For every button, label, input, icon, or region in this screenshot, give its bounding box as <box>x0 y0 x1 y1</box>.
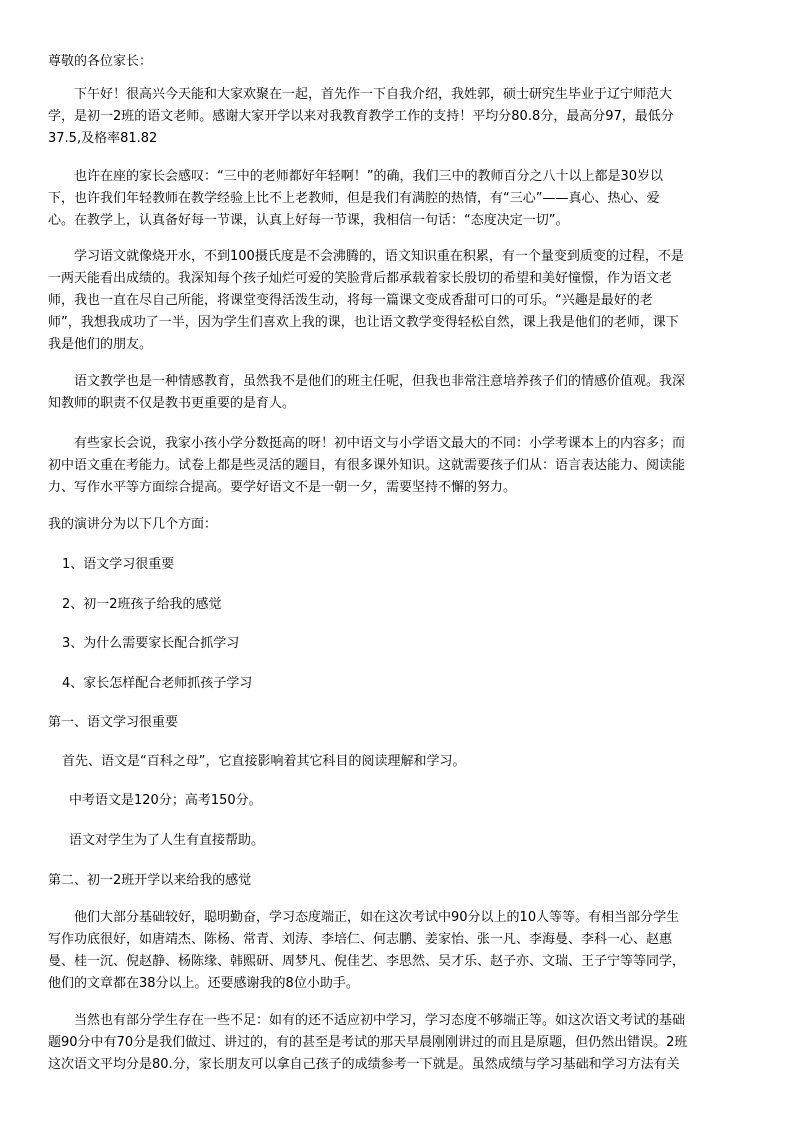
paragraph-line: 师”，我想我成功了一半，因为学生们喜欢上我的课，也让语文教学变得轻松自然，课上我是他们的老师，课下 <box>48 315 679 330</box>
outline-item: 4、家长怎样配合老师抓孩子学习 <box>62 676 253 691</box>
paragraph-emotional-education <box>48 371 685 415</box>
outline-item: 2、初一2班孩子给我的感觉 <box>62 597 222 612</box>
paragraph-line: 力、写作水平等方面综合提高。要学好语文不是一朝一夕，需要坚持不懈的努力。 <box>48 480 517 495</box>
paragraph-line: 曼、桂一沉、倪赵静、杨陈缘、韩熙研、周梦凡、倪佳艺、李思然、吴才乐、赵子亦、文瑞、王子宁等等同学， <box>48 954 686 969</box>
paragraph-line: 师，我也一直在尽自己所能，将课堂变得活泼生动，将每一篇课文变成香甜可口的可乐。“兴趣是最好的老 <box>48 293 653 308</box>
paragraph-line: 下，也许我们年轻教师在教学经验上比不上老教师，但是我们有满腔的热情，有“三心”——真心、热心、爱 <box>48 191 660 206</box>
section-heading: 第二、初一2班开学以来给我的感觉 <box>48 873 252 888</box>
outline-item: 3、为什么需要家长配合抓学习 <box>62 636 240 651</box>
outline-item: 1、语文学习很重要 <box>62 557 175 572</box>
paragraph-line: 有些家长会说，我家小孩小学分数挺高的呀！初中语文与小学语文最大的不同：小学考课本上的内容多；而 <box>48 436 686 451</box>
exam-scores: 中考语文是120分；高考150分。 <box>69 793 262 808</box>
paragraph-line: 题90分中有70分是我们做过、讲过的，有的甚至是考试的那天早晨刚刚讲过的而且是原题，但仍然出错误。2班 <box>48 1035 688 1050</box>
section-text: 首先、语文是“百科之母”，它直接影响着其它科目的阅读理解和学习。 <box>62 754 466 769</box>
paragraph-line: 下午好！很高兴今天能和大家欢聚在一起，首先作一下自我介绍，我姓郭，硕士研究生毕业于辽宁师范大 <box>48 87 673 102</box>
paragraph-line: 当然也有部分学生存在一些不足：如有的还不适应初中学习，学习态度不够端正等。如这次语文考试的基础 <box>48 1013 686 1028</box>
paragraph-line: 他们大部分基础较好，聪明勤奋，学习态度端正，如在这次考试中90分以上的10人等等。有相当部分学生 <box>48 910 680 925</box>
paragraph-line: 学，是初一2班的语文老师。感谢大家开学以来对我教育教学工作的支持！平均分80.8分，最高分97，最低分 <box>48 109 674 124</box>
paragraph-line: 心。在教学上，认真备好每一节课，认真上好每一节课，我相信一句话：“态度决定一切”。 <box>48 213 569 228</box>
paragraph-line: 这次语文平均分是80.分，家长朋友可以拿自己孩子的成绩参考一下就是。虽然成绩与学习基础和学习方法有关 <box>48 1057 680 1072</box>
paragraph-line: 知教师的职责不仅是教书更重要的是育人。 <box>48 396 296 411</box>
section-heading: 第一、语文学习很重要 <box>48 715 179 730</box>
paragraph-line: 语文教学也是一种情感教育，虽然我不是他们的班主任呢，但我也非常注意培养孩子们的情感价值观。我深 <box>48 374 686 389</box>
paragraph-weaknesses <box>48 1010 687 1076</box>
paragraph-line: 我是他们的朋友。 <box>48 337 153 352</box>
paragraph-learning-chinese <box>48 246 684 356</box>
paragraph-line: 他们的文章都在38分以上。还要感谢我的8位小助手。 <box>48 976 359 991</box>
salutation: 尊敬的各位家长： <box>48 54 153 69</box>
paragraph-strengths <box>48 907 685 995</box>
paragraph-line: 初中语文重在考能力。试卷上都是些灵活的题目，有很多课外知识。这就需要孩子们从：语言表达能力、阅读能 <box>48 458 686 473</box>
paragraph-line: 也许在座的家长会感叹：“三中的老师都好年轻啊！”的确，我们三中的教师百分之八十以上都是30岁以 <box>48 169 664 184</box>
paragraph-line: 学习语文就像烧开水，不到100摄氏度是不会沸腾的，语文知识重在积累，有一个量变到质变的过程，不是 <box>48 249 684 264</box>
section-text: 语文对学生为了人生有直接帮助。 <box>69 833 265 848</box>
paragraph-line: 37.5,及格率81.82 <box>48 131 158 146</box>
paragraph-young-teachers <box>48 166 663 232</box>
paragraph-intro <box>48 84 674 150</box>
paragraph-middle-school-difference <box>48 433 685 499</box>
paragraph-line: 一两天能看出成绩的。我深知每个孩子灿烂可爱的笑脸背后都承载着家长殷切的希望和美好憧憬，作为语文老 <box>48 271 673 286</box>
outline-intro: 我的演讲分为以下几个方面： <box>48 517 218 532</box>
paragraph-line: 写作功底很好，如唐靖杰、陈杨、常青、刘涛、李培仁、何志鹏、姜家怡、张一凡、李海曼、李科一心、赵惠 <box>48 932 673 947</box>
